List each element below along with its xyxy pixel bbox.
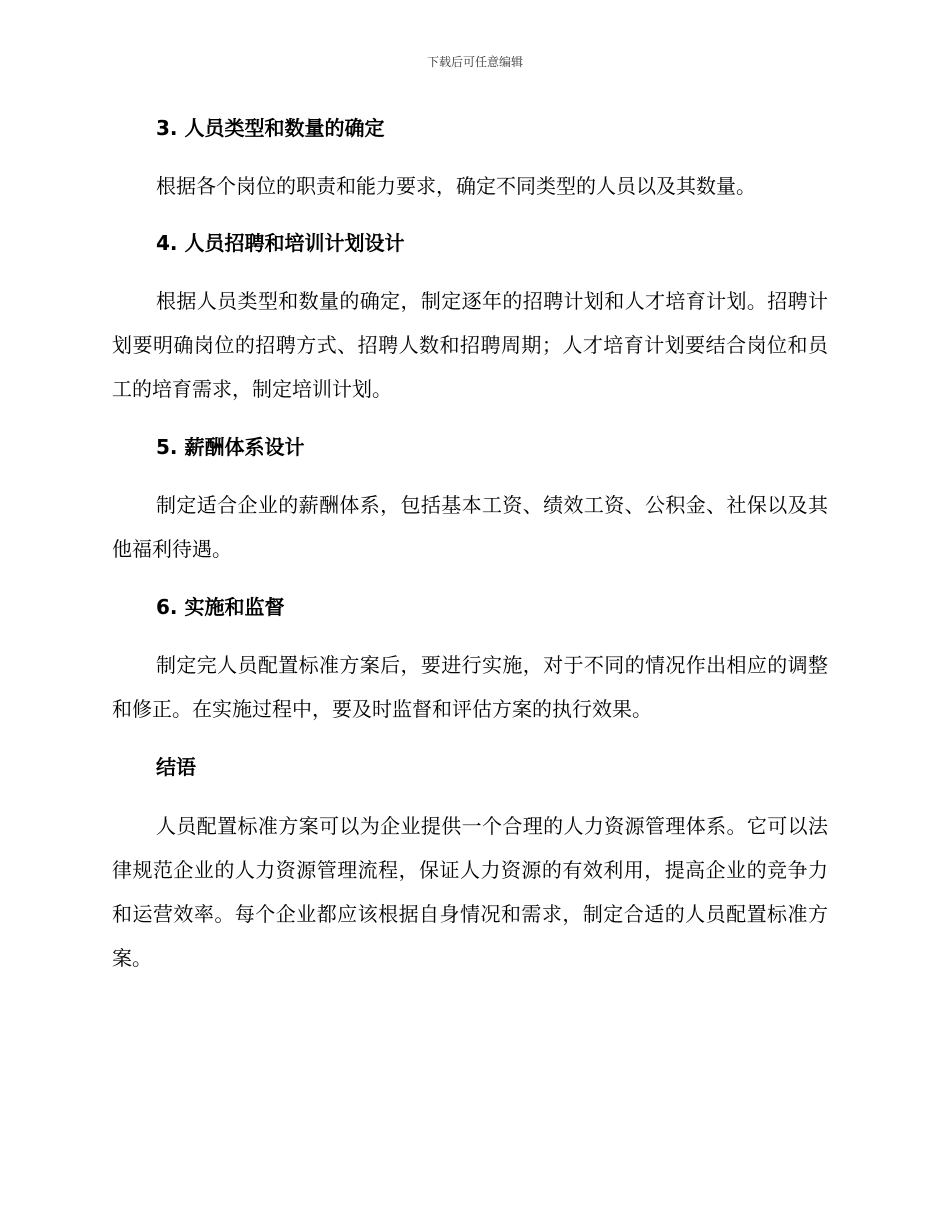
conclusion-heading: 结语 — [156, 755, 196, 779]
section-heading-5: 5. 薪酬体系设计 — [156, 435, 305, 459]
section-body-4: 根据人员类型和数量的确定，制定逐年的招聘计划和人才培育计划。招聘计划要明确岗位的招聘方式、招聘人数和招聘周期；人才培育计划要结合岗位和员工的培育需求，制定培训计划。 — [112, 289, 828, 401]
section-body-5: 制定适合企业的薪酬体系，包括基本工资、绩效工资、公积金、社保以及其他福利待遇。 — [112, 493, 828, 561]
conclusion-body: 人员配置标准方案可以为企业提供一个合理的人力资源管理体系。它可以法律规范企业的人力资源管理流程，保证人力资源的有效利用，提高企业的竞争力和运营效率。每个企业都应该根据自身情况和需求，制定合适的人员配置标准方案。 — [112, 814, 828, 970]
section-heading-4: 4. 人员招聘和培训计划设计 — [156, 231, 405, 255]
section-heading-6: 6. 实施和监督 — [156, 595, 285, 619]
section-body-3: 根据各个岗位的职责和能力要求，确定不同类型的人员以及其数量。 — [156, 174, 756, 198]
section-heading-3: 3. 人员类型和数量的确定 — [156, 116, 385, 140]
page-header: 下载后可任意编辑 — [426, 55, 523, 69]
section-body-6: 制定完人员配置标准方案后，要进行实施，对于不同的情况作出相应的调整和修正。在实施过程中，要及时监督和评估方案的执行效果。 — [112, 653, 828, 721]
